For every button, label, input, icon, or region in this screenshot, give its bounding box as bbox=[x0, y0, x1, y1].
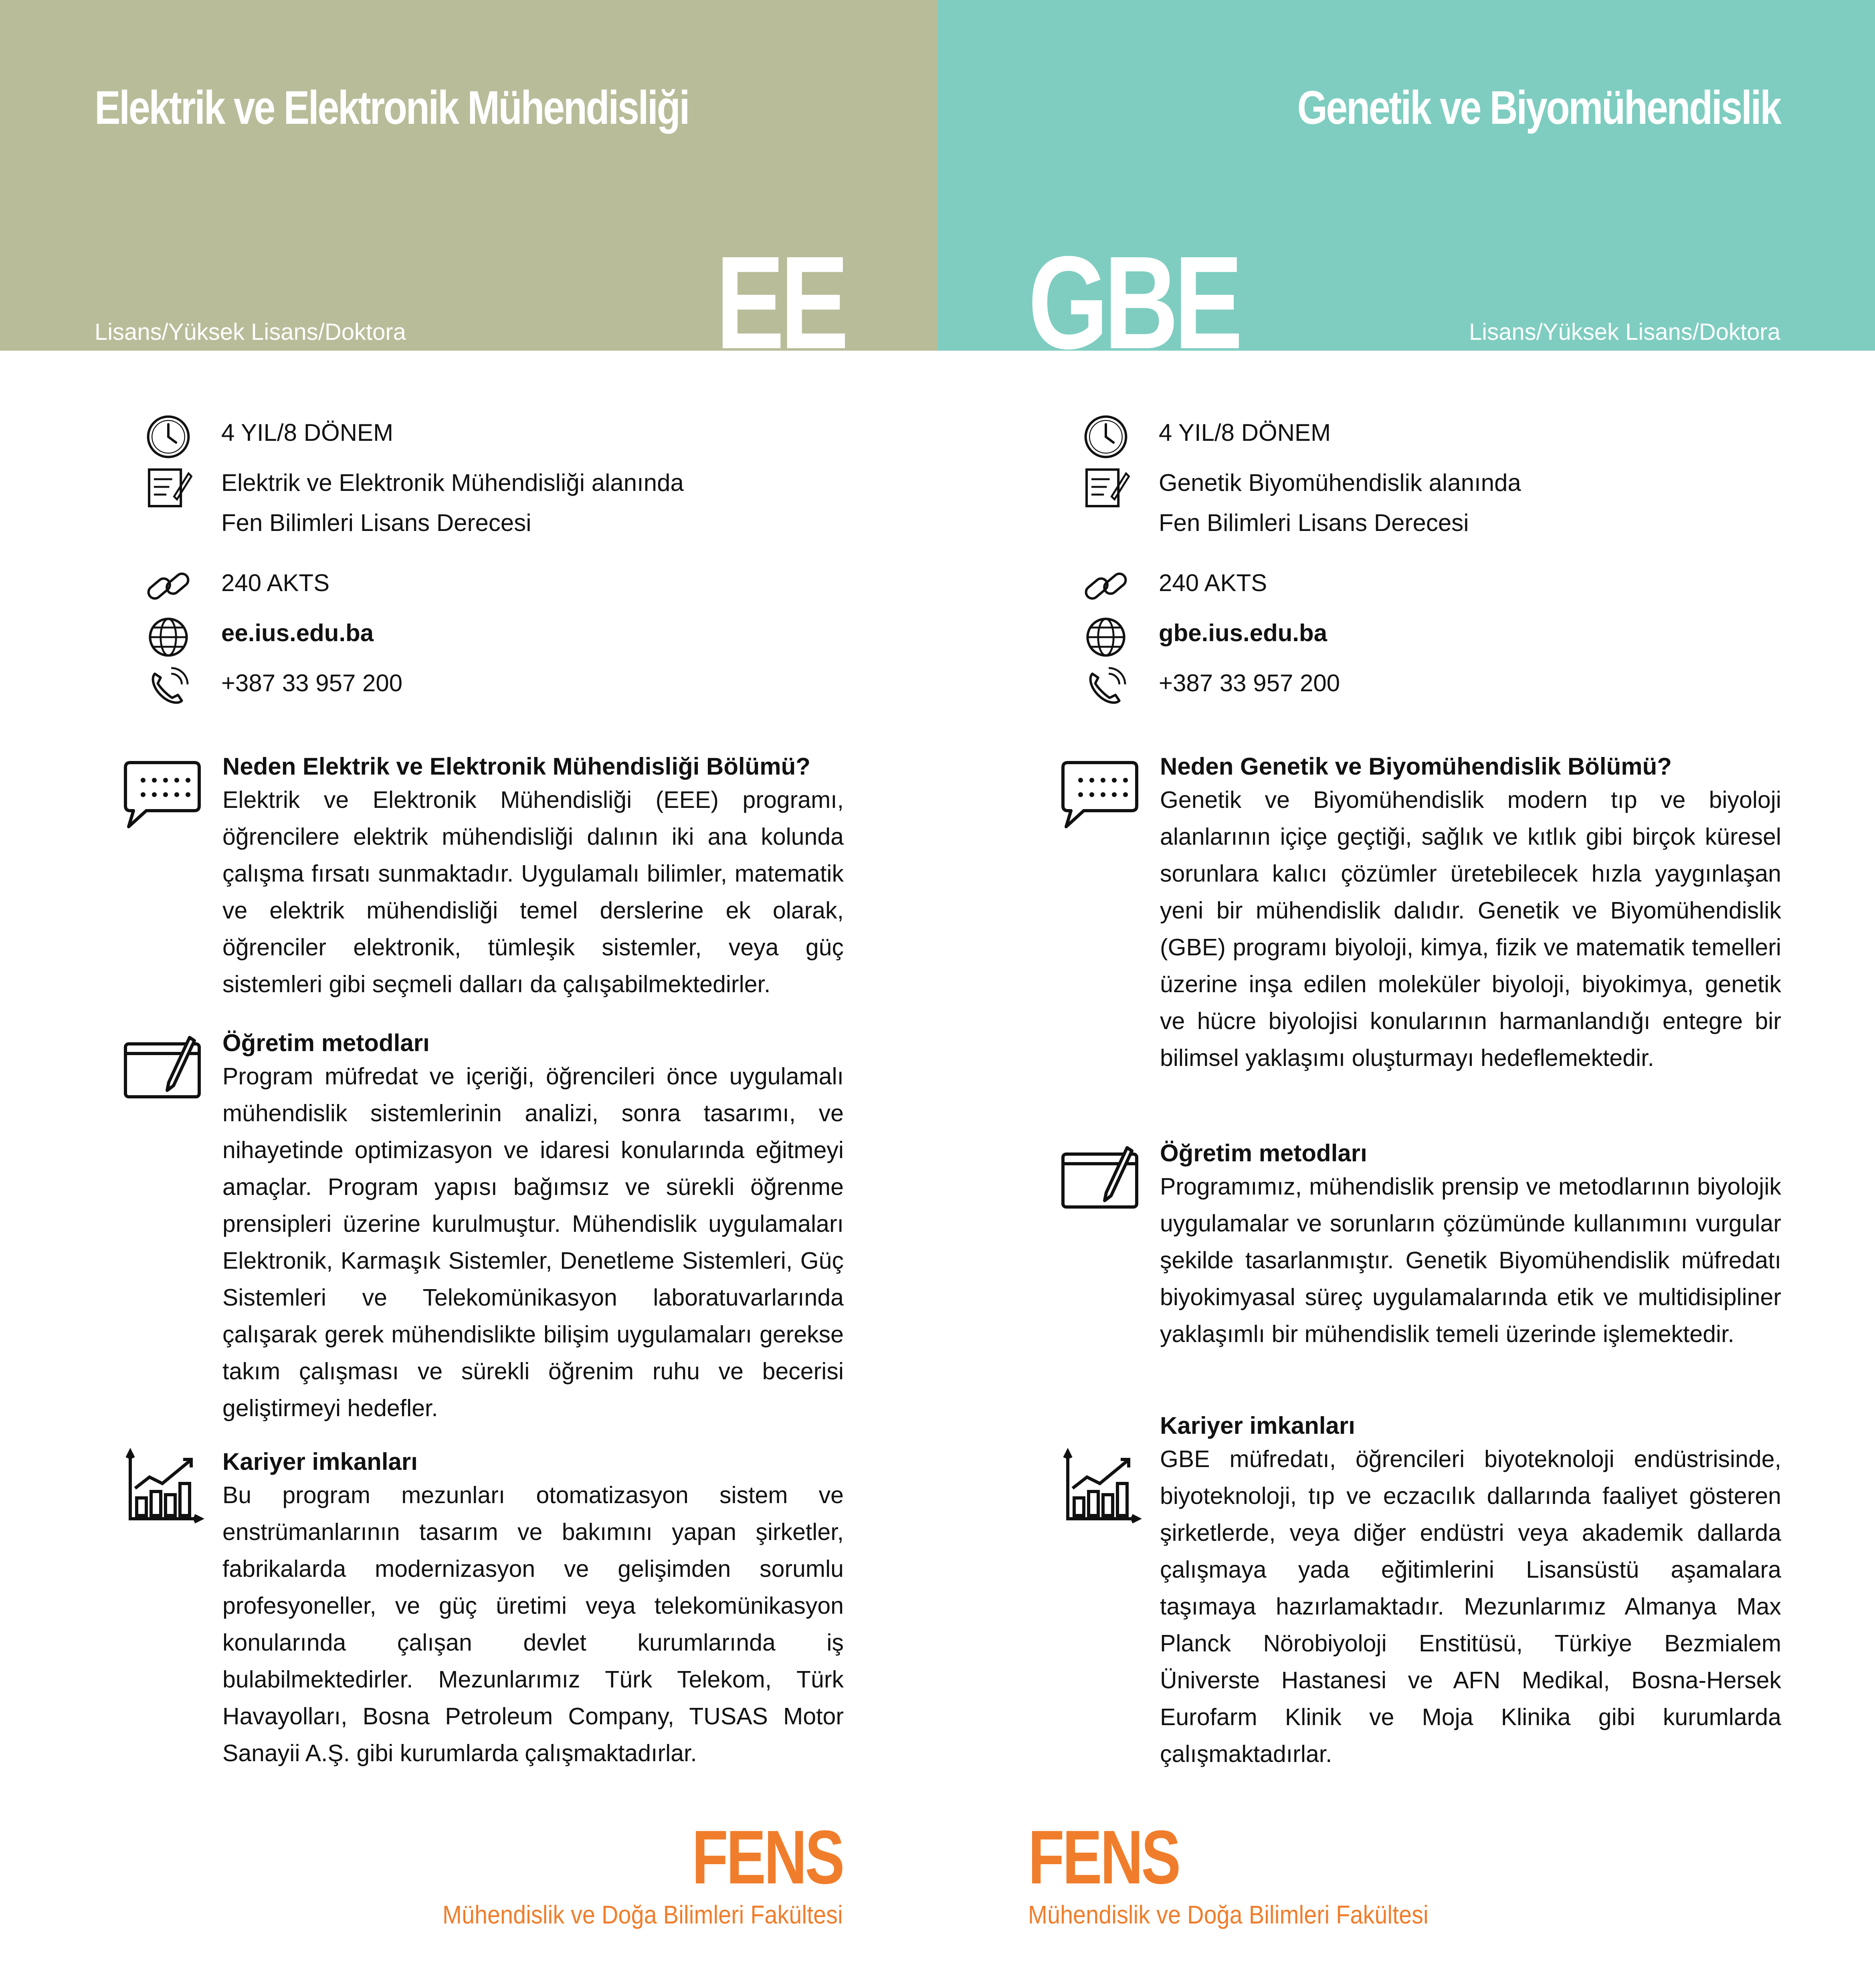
growth-chart-icon bbox=[1058, 1447, 1142, 1527]
phone-icon bbox=[144, 663, 192, 711]
ee-duration: 4 YIL/8 DÖNEM bbox=[221, 419, 394, 446]
gbe-why-heading: Neden Genetik ve Biyomühendislik Bölümü? bbox=[1160, 753, 1672, 780]
growth-chart-icon bbox=[120, 1447, 204, 1527]
link-icon bbox=[1082, 563, 1130, 611]
ee-career-body: Bu program mezunları otomatizasyon sistem ve enstrümanlarının tasarım ve bakımını yapan şirketler, fabrikalarda modernizasyon ve gelişimden sorumlu profesyoneller, ve güç üretimi veya telekomünikasyon konularında çalışan devlet kurumlarında iş bulabilmektedirler. Mezunlarımız Türk Telekom, Türk Havayolları, Bosna Petroleum Company, TUSAS Motor Sanayii A.Ş. gibi kurumlarda çalışmaktadırlar. bbox=[222, 1482, 844, 1766]
speech-bubble-icon bbox=[1058, 751, 1142, 832]
ee-teaching-heading: Öğretim metodları bbox=[222, 1029, 430, 1056]
gbe-header-band bbox=[938, 0, 1875, 351]
certificate-icon bbox=[144, 463, 192, 511]
ee-career-heading: Kariyer imkanları bbox=[222, 1448, 418, 1475]
gbe-degree-levels: Lisans/Yüksek Lisans/Doktora bbox=[1469, 319, 1780, 345]
ee-degree-line2: Fen Bilimleri Lisans Derecesi bbox=[221, 509, 531, 536]
link-icon bbox=[144, 563, 192, 611]
gbe-duration: 4 YIL/8 DÖNEM bbox=[1159, 419, 1331, 446]
gbe-career-body: GBE müfredatı, öğrencileri biyoteknoloji endüstrisinde, biyoteknoloji, tıp ve eczacılık dallarında faaliyet gösteren şirketlerde, veya diğer endüstri veya akademik dallarda çalışmaya yada eğitimlerini Lisansüstü aşamalara taşımaya hazırlamaktadır. Mezunlarımız Almanya Max Planck Nörobiyoloji Enstitüsü, Türkiye Bezmialem Üniverste Hastanesi ve AFN Medikal, Bosna-Hersek Eurofarm Klinik ve Moja Klinika gibi kurumlarda çalışmaktadırlar. bbox=[1160, 1446, 1781, 1767]
gbe-teaching-heading: Öğretim metodları bbox=[1160, 1140, 1367, 1167]
certificate-icon bbox=[1082, 463, 1130, 511]
gbe-degree-line2: Fen Bilimleri Lisans Derecesi bbox=[1159, 509, 1469, 536]
ee-fens-logo bbox=[398, 1815, 843, 1929]
globe-icon bbox=[144, 613, 192, 661]
speech-bubble-icon bbox=[120, 751, 204, 832]
ee-teaching-body: Program müfredat ve içeriği, öğrencileri önce uygulamalı mühendislik sistemlerinin analizi, sonra tasarımı, ve nihayetinde optimizasyon ve idaresi konularında eğitmeyi amaçlar. Program yapısı bağımsız ve sürekli öğrenme prensipleri üzerine kurulmuştur. Mühendislik uygulamaları Elektronik, Karmaşık Sistemler, Denetleme Sistemleri, Güç Sistemleri ve Telekomünikasyon laboratuvarlarında çalışarak gerek mühendislikte bilişim uygulamaları gerekse takım çalışması ve sürekli öğrenim ruhu ve becerisi geliştirmeyi hedefler. bbox=[222, 1063, 844, 1421]
gbe-why-body: Genetik ve Biyomühendislik modern tıp ve biyoloji alanlarının içiçe geçtiği, sağlık ve kıtlık gibi birçok küresel sorunlara kalıcı çözümler üretebilecek hızla yaygınlaşan yeni bir mühendislik dalıdır. Genetik ve Biyomühendislik (GBE) programı biyoloji, kimya, fizik ve matematik temelleri üzerine inşa edilen moleküler biyoloji, biyokimya, genetik ve hücre biyolojisi konularının harmanlandığı entegre bir bilimsel yaklaşımı oluşturmayı hedeflemektedir. bbox=[1160, 787, 1781, 1071]
fens-wordmark: FENS bbox=[692, 1815, 843, 1900]
gbe-career-heading: Kariyer imkanları bbox=[1160, 1412, 1355, 1439]
gbe-fens-logo bbox=[1028, 1815, 1473, 1929]
fens-wordmark: FENS bbox=[1028, 1815, 1179, 1900]
fens-faculty-name: Mühendislik ve Doğa Bilimleri Fakültesi bbox=[1028, 1900, 1428, 1929]
ee-why-heading: Neden Elektrik ve Elektronik Mühendisliği Bölümü? bbox=[222, 753, 810, 780]
phone-icon bbox=[1082, 663, 1130, 711]
ee-website-link[interactable]: ee.ius.edu.ba bbox=[221, 620, 374, 646]
gbe-program-column bbox=[938, 0, 1875, 1988]
gbe-program-title: Genetik ve Biyomühendislik bbox=[1297, 81, 1780, 134]
fens-faculty-name: Mühendislik ve Doğa Bilimleri Fakültesi bbox=[442, 1900, 843, 1929]
ee-program-title: Elektrik ve Elektronik Mühendisliği bbox=[95, 81, 689, 134]
gbe-program-code: GBE bbox=[1028, 228, 1239, 351]
ee-degree-line1: Elektrik ve Elektronik Mühendisliği alanında bbox=[221, 469, 684, 496]
clock-icon bbox=[1082, 413, 1130, 461]
ee-credits: 240 AKTS bbox=[221, 569, 330, 596]
ee-program-code: EE bbox=[715, 228, 845, 351]
gbe-degree-line1: Genetik Biyomühendislik alanında bbox=[1159, 469, 1521, 496]
ee-phone[interactable]: +387 33 957 200 bbox=[221, 670, 403, 696]
ee-degree-levels: Lisans/Yüksek Lisans/Doktora bbox=[95, 319, 406, 345]
gbe-credits: 240 AKTS bbox=[1159, 569, 1267, 596]
globe-icon bbox=[1082, 613, 1130, 661]
clock-icon bbox=[144, 413, 192, 461]
gbe-teaching-body: Programımız, mühendislik prensip ve metodlarının biyolojik uygulamalar ve sorunların çözümünde kullanımını vurgular şekilde tasarlanmıştır. Genetik Biyomühendislik müfredatı biyokimyasal süreç uygulamalarında etik ve multidisipliner yaklaşımlı bir mühendislik temeli üzerinde işlemektedir. bbox=[1160, 1173, 1781, 1347]
drawing-tablet-icon bbox=[120, 1028, 204, 1108]
drawing-tablet-icon bbox=[1058, 1138, 1142, 1218]
gbe-phone[interactable]: +387 33 957 200 bbox=[1159, 670, 1340, 696]
gbe-website-link[interactable]: gbe.ius.edu.ba bbox=[1159, 620, 1327, 646]
ee-header-band bbox=[0, 0, 938, 351]
ee-why-body: Elektrik ve Elektronik Mühendisliği (EEE) programı, öğrencilere elektrik mühendisliği dalının iki ana kolunda çalışma fırsatı sunmaktadır. Uygulamalı bilimler, matematik ve elektrik mühendisliği temel derslerine ek olarak, öğrenciler elektronik, tümleşik sistemler, veya güç sistemleri gibi seçmeli dalları da çalışabilmektedirler. bbox=[222, 787, 844, 997]
